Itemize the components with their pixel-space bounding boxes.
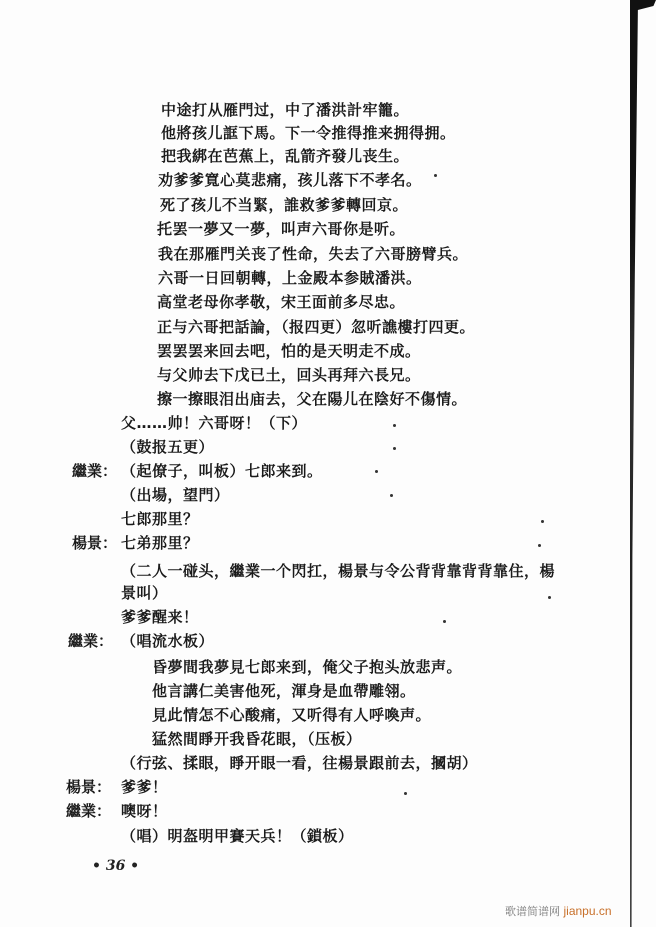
speaker-label: 繼業：: [66, 802, 112, 820]
verse-line: 劝爹爹寬心莫悲痛，孩儿落下不孝名。: [158, 171, 422, 189]
verse-line: 猛然間睜开我昏花眼，（压板）: [152, 730, 362, 748]
verse-line: 他將孩儿誆下馬。下一令推得推来拥得拥。: [161, 124, 456, 142]
scan-speck: [404, 792, 407, 795]
speaker-label: 繼業：: [68, 632, 114, 650]
verse-line: 与父帅去下戊已土，回头再拜六長兄。: [157, 366, 421, 384]
dialogue-line: 爹爹！: [121, 778, 168, 796]
dialogue-line: 七弟那里？: [121, 534, 199, 552]
verse-line: 死了孩儿不当緊，誰救爹爹轉回京。: [160, 196, 409, 214]
verse-line: 昏夢間我夢見七郎来到，俺父子抱头放悲声。: [152, 658, 463, 676]
verse-line: 我在那雁門关丧了性命，失去了六哥膀臂兵。: [158, 245, 469, 263]
speaker-label: 楊景：: [66, 778, 112, 796]
stage-direction: （二人一碰头，繼業一个閃扛，楊景与令公背背靠背背靠住，楊: [121, 562, 556, 580]
stage-direction: 景叫）: [121, 584, 168, 602]
scan-speck: [390, 494, 393, 497]
stage-direction: （行弦、揉眼，睜开眼一看，往楊景跟前去，摑胡）: [121, 754, 478, 772]
verse-line: 中途打从雁門过，中了潘洪計牢籠。: [161, 101, 410, 119]
scan-speck: [541, 520, 544, 523]
site-watermark: [505, 903, 612, 919]
scan-speck: [538, 544, 541, 547]
verse-line: 罢罢罢来回去吧，怕的是天明走不成。: [157, 342, 421, 360]
dialogue-line: （起僚子，叫板）七郎来到。: [121, 462, 323, 480]
speaker-label: 繼業：: [72, 462, 118, 480]
scan-speck: [393, 447, 396, 450]
verse-line: 正与六哥把話論，（报四更）忽听譙樓打四更。: [157, 318, 476, 336]
sung-line: （唱）明盔明甲賽天兵！（鎖板）: [121, 827, 354, 845]
book-spine-shadow: [630, 0, 638, 927]
verse-line: 六哥一日回朝轉，上金殿本参賊潘洪。: [158, 269, 422, 287]
stage-direction: （唱流水板）: [121, 632, 215, 650]
dialogue-line: 七郎那里？: [121, 510, 199, 528]
verse-line: 把我綁在芭蕉上，乱箭齐發儿丧生。: [161, 147, 410, 165]
verse-line: 他言講仁美害他死，渾身是血帶雕翎。: [152, 682, 416, 700]
watermark-en: jianpu.cn: [563, 904, 612, 918]
speaker-label: 楊景：: [72, 534, 118, 552]
verse-line: 擦一擦眼泪出庙去，父在陽儿在陰好不傷情。: [157, 390, 468, 408]
scan-speck: [393, 424, 396, 427]
verse-line: 見此情怎不心酸痛，又听得有人呼喚声。: [152, 706, 432, 724]
stage-direction: （出場，望門）: [121, 486, 230, 504]
page-number: • 36 •: [92, 858, 140, 874]
scan-speck: [434, 174, 437, 177]
dialogue-line: 噢呀！: [121, 802, 168, 820]
scan-speck: [443, 620, 446, 623]
dialogue-line: 爹爹醒来！: [121, 608, 199, 626]
scan-speck: [548, 596, 551, 599]
stage-line: 父……帅！六哥呀！（下）: [121, 414, 308, 432]
verse-line: 高堂老母你孝敬，宋王面前多尽忠。: [157, 293, 406, 311]
stage-direction: （鼓报五更）: [121, 438, 215, 456]
scan-speck: [375, 470, 378, 473]
verse-line: 托罢一夢又一夢，叫声六哥你是听。: [157, 220, 406, 238]
watermark-cn: 歌谱简谱网: [505, 905, 560, 918]
